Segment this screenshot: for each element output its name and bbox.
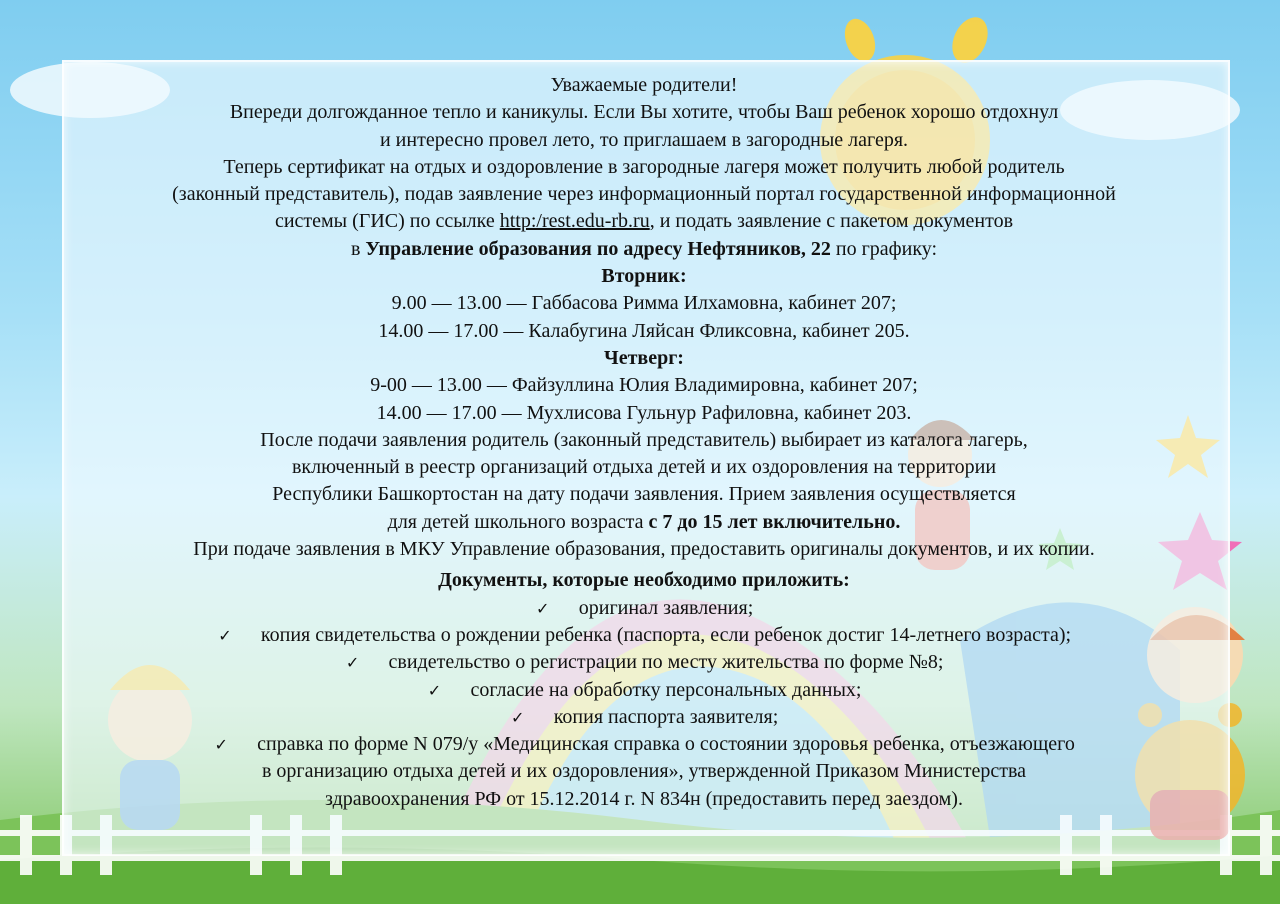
documents-title: Документы, которые необходимо приложить: — [438, 569, 850, 592]
intro-line-1: Впереди долгожданное тепло и каникулы. Если Вы хотите, чтобы Ваш ребенок хорошо отдохнул — [229, 101, 1059, 124]
tuesday-label: Вторник: — [601, 265, 687, 288]
document-item: ✓ согласие на обработку персональных данных; — [62, 677, 1226, 704]
certificate-line-2: (законный представитель), подав заявление через информационный портал государственной информационной — [172, 183, 1116, 206]
document-item: ✓ копия паспорта заявителя; — [62, 704, 1226, 731]
greeting: Уважаемые родители! — [550, 74, 738, 96]
after-line-4: для детей школьного возраста с 7 до 15 лет включительно. — [387, 510, 901, 533]
tuesday-slot-1: 9.00 — 13.00 — Габбасова Римма Илхамовна, кабинет 207; — [391, 292, 897, 315]
after-line-1: После подачи заявления родитель (законный представитель) выбирает из каталога лагерь, — [260, 428, 1028, 451]
after-line-2: включенный в реестр организаций отдыха детей и их оздоровления на территории — [291, 456, 997, 479]
after-line-5: При подаче заявления в МКУ Управление образования, предоставить оригиналы документов, и их копии. — [193, 538, 1095, 561]
document-item: ✓ справка по форме N 079/у «Медицинская справка о состоянии здоровья ребенка, отъезжающего — [62, 731, 1226, 758]
checkmark-icon: ✓ — [536, 598, 550, 618]
checkmark-icon: ✓ — [214, 735, 228, 755]
document-item: ✓ свидетельство о регистрации по месту жительства по форме №8; — [62, 649, 1226, 676]
checkmark-icon: ✓ — [218, 625, 232, 645]
checkmark-icon: ✓ — [511, 707, 525, 727]
certificate-line-3: системы (ГИС) по ссылке http:/rest.edu-rb.ru, и подать заявление с пакетом документов — [274, 210, 1014, 233]
portal-link[interactable]: http:/rest.edu-rb.ru — [499, 210, 650, 233]
document-item-continued: в организацию отдыха детей и их оздоровления», утвержденной Приказом Министерства — [261, 760, 1027, 783]
tuesday-slot-2: 14.00 — 17.00 — Калабугина Ляйсан Фликсовна, кабинет 205. — [378, 319, 910, 342]
after-line-3: Республики Башкортостан на дату подачи заявления. Прием заявления осуществляется — [272, 483, 1016, 506]
certificate-line-1: Теперь сертификат на отдых и оздоровление в загородные лагеря может получить любой родитель — [223, 155, 1065, 178]
thursday-slot-2: 14.00 — 17.00 — Мухлисова Гульнур Рафиловна, кабинет 203. — [376, 401, 912, 424]
document-item-continued: здравоохранения РФ от 15.12.2014 г. N 834н (предоставить перед заездом). — [325, 787, 963, 810]
age-range: с 7 до 15 лет включительно. — [648, 510, 901, 533]
document-item: ✓ оригинал заявления; — [62, 595, 1226, 622]
office-address: Управление образования по адресу Нефтяников, 22 — [365, 237, 831, 260]
certificate-line-4: в Управление образования по адресу Нефтяников, 22 по графику: — [350, 237, 938, 260]
notice-content — [62, 72, 1226, 813]
checkmark-icon: ✓ — [345, 653, 360, 673]
intro-line-2: и интересно провел лето, то приглашаем в загородные лагеря. — [379, 128, 909, 151]
checkmark-icon: ✓ — [427, 680, 442, 700]
thursday-label: Четверг: — [604, 346, 684, 369]
document-item: ✓ копия свидетельства о рождении ребенка (паспорта, если ребенок достиг 14-летнего возраста); — [62, 622, 1226, 649]
thursday-slot-1: 9-00 — 13.00 — Файзуллина Юлия Владимировна, кабинет 207; — [370, 374, 918, 397]
